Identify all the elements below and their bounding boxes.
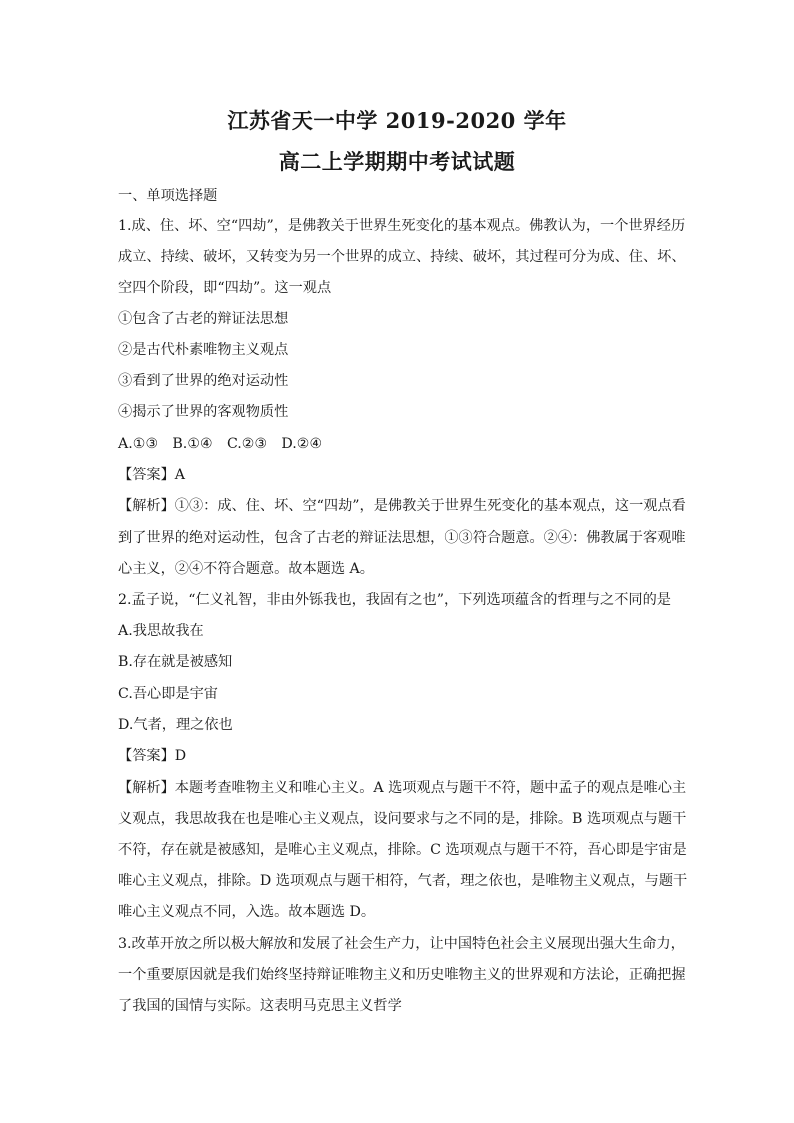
q3-stem-line: 一个重要原因就是我们始终坚持辩证唯物主义和历史唯物主义的世界观和方法论，正确把握 xyxy=(118,967,686,983)
q3-stem-line: 了我国的国情与实际。这表明马克思主义哲学 xyxy=(118,998,402,1014)
q2-analysis-line: 【解析】本题考查唯物主义和唯心主义。A 选项观点与题干不符，题中孟子的观点是唯心主 xyxy=(118,780,687,796)
document-subtitle: 高二上学期期中考试试题 xyxy=(278,149,516,174)
q2-stem-line: 2.孟子说，“仁义礼智，非由外铄我也，我固有之也”，下列选项蕴含的哲理与之不同的是 xyxy=(118,592,671,608)
q1-statement: ③看到了世界的绝对运动性 xyxy=(118,373,289,389)
q2-analysis-line: 唯心主义观点不同，入选。故本题选 D。 xyxy=(118,904,376,920)
q1-answer: 【答案】A xyxy=(118,467,185,483)
q2-analysis-line: 不符，存在就是被感知，是唯心主义观点，排除。C 选项观点与题干不符，吾心即是宇宙是 xyxy=(118,842,687,858)
section-heading: 一、单项选择题 xyxy=(118,188,218,204)
document-title: 江苏省天一中学 2019-2020 学年 xyxy=(227,108,567,133)
q1-analysis-line: 心主义，②④不符合题意。故本题选 A。 xyxy=(118,561,374,577)
q1-statement: ②是古代朴素唯物主义观点 xyxy=(118,342,289,358)
q1-stem-line: 1.成、住、坏、空“四劫”，是佛教关于世界生死变化的基本观点。佛教认为，一个世界经历 xyxy=(118,218,686,234)
q1-analysis-line: 【解析】①③：成、住、坏、空“四劫”，是佛教关于世界生死变化的基本观点，这一观点看 xyxy=(118,498,686,514)
q1-stem-line: 空四个阶段，即“四劫”。这一观点 xyxy=(118,280,332,296)
q1-statement: ①包含了古老的辩证法思想 xyxy=(118,311,289,327)
q2-analysis-line: 唯心主义观点，排除。D 选项观点与题干相符，气者，理之依也，是唯物主义观点，与题干 xyxy=(118,873,688,889)
q2-option: A.我思故我在 xyxy=(118,623,204,639)
q2-option: D.气者，理之依也 xyxy=(118,717,233,733)
q1-analysis-line: 到了世界的绝对运动性，包含了古老的辩证法思想，①③符合题意。②④：佛教属于客观唯 xyxy=(118,530,686,546)
q1-stem-line: 成立、持续、破坏，又转变为另一个世界的成立、持续、破坏，其过程可分为成、住、坏、 xyxy=(118,249,686,265)
q2-option: B.存在就是被感知 xyxy=(118,654,233,670)
q2-option: C.吾心即是宇宙 xyxy=(118,686,218,702)
q3-stem-line: 3.改革开放之所以极大解放和发展了社会生产力，让中国特色社会主义展现出强大生命力， xyxy=(118,936,685,952)
q2-answer: 【答案】D xyxy=(118,748,187,764)
q1-statement: ④揭示了世界的客观物质性 xyxy=(118,404,289,420)
q1-options: A.①③ B.①④ C.②③ D.②④ xyxy=(118,436,323,452)
q2-analysis-line: 义观点，我思故我在也是唯心主义观点，设问要求与之不同的是，排除。B 选项观点与题干 xyxy=(118,811,687,827)
